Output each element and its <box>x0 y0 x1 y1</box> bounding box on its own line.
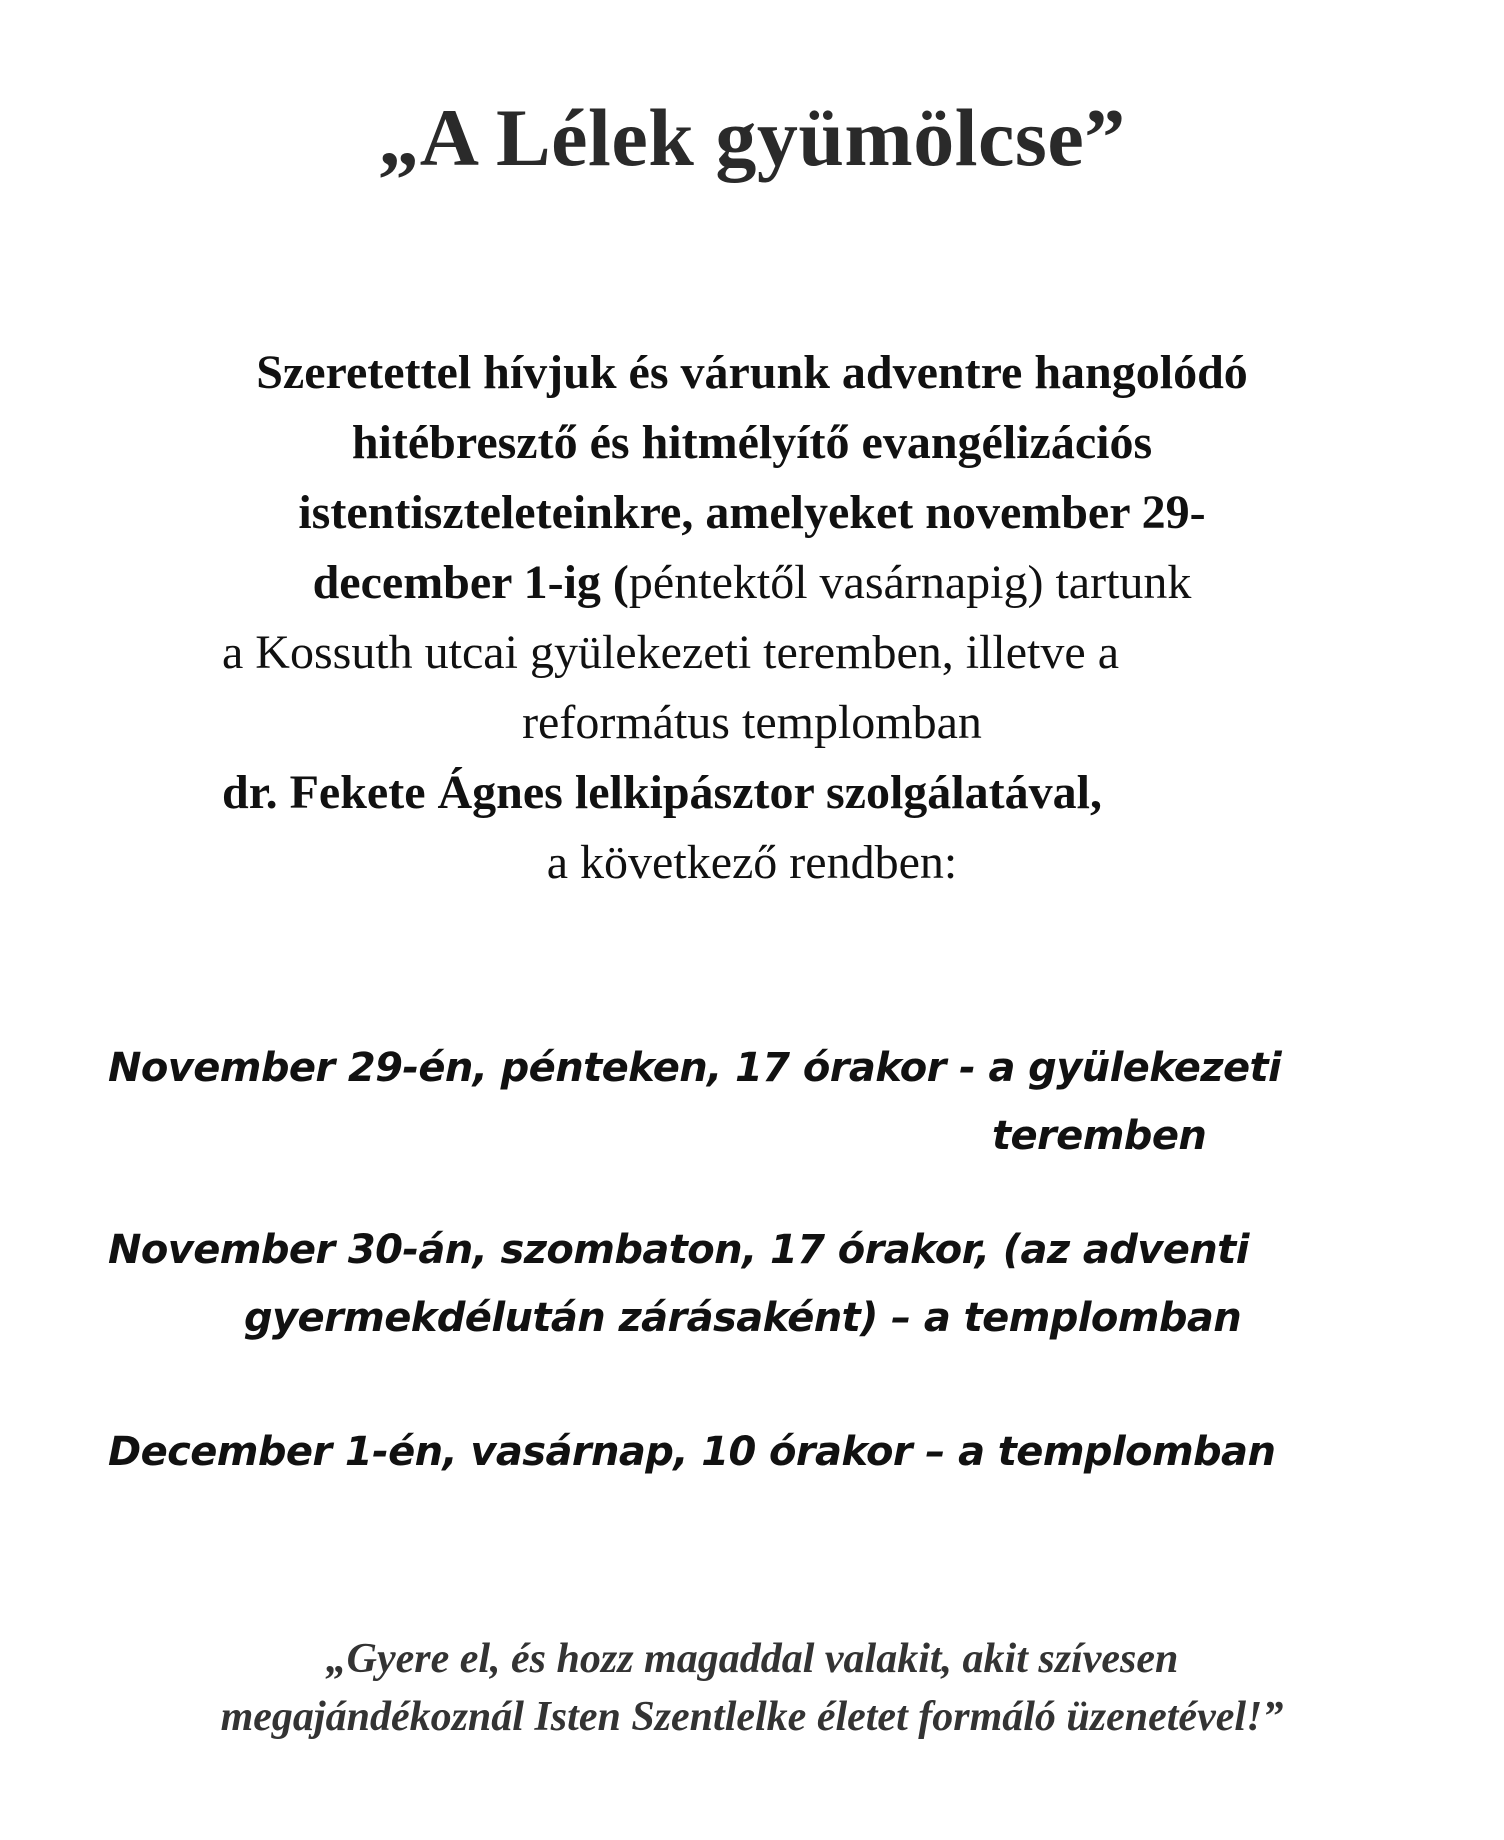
invitation-text <box>0 338 1504 898</box>
invitation-date-range: december 1-ig ( <box>312 556 629 609</box>
invitation-line: a Kossuth utcai gyülekezeti teremben, illetve a <box>222 626 1119 679</box>
quote-line: megajándékoznál Isten Szentlelke életet formáló üzenetével!” <box>220 1694 1284 1740</box>
schedule-item-2-cont: gyermekdélután zárásaként) – a templomban <box>244 1295 1242 1341</box>
invitation-line: a következő rendben: <box>546 836 958 889</box>
schedule-item-1: November 29-én, pénteken, 17 órakor - a gyülekezeti <box>108 1045 1282 1091</box>
schedule-item-2: November 30-án, szombaton, 17 órakor, (az adventi <box>108 1227 1249 1273</box>
quote-line: „Gyere el, és hozz magaddal valakit, akit szívesen <box>325 1636 1179 1682</box>
schedule-item-3: December 1-én, vasárnap, 10 órakor – a templomban <box>108 1429 1276 1475</box>
invitation-line: istentiszteleteinkre, amelyeket november 29- <box>298 486 1206 539</box>
preacher-line: dr. Fekete Ágnes lelkipásztor szolgálatával, <box>222 766 1102 819</box>
invitation-line <box>0 548 1504 618</box>
schedule-item-1-cont: teremben <box>992 1113 1207 1159</box>
invitation-line: Szeretettel hívjuk és várunk adventre hangolódó <box>256 346 1248 399</box>
closing-quote <box>0 1630 1504 1746</box>
invitation-line: református templomban <box>522 696 982 749</box>
invitation-days: péntektől vasárnapig) tartunk <box>628 556 1192 609</box>
flyer-title: „A Lélek gyümölcse” <box>378 92 1126 183</box>
invitation-line: hitébresztő és hitmélyítő evangélizációs <box>351 416 1153 469</box>
